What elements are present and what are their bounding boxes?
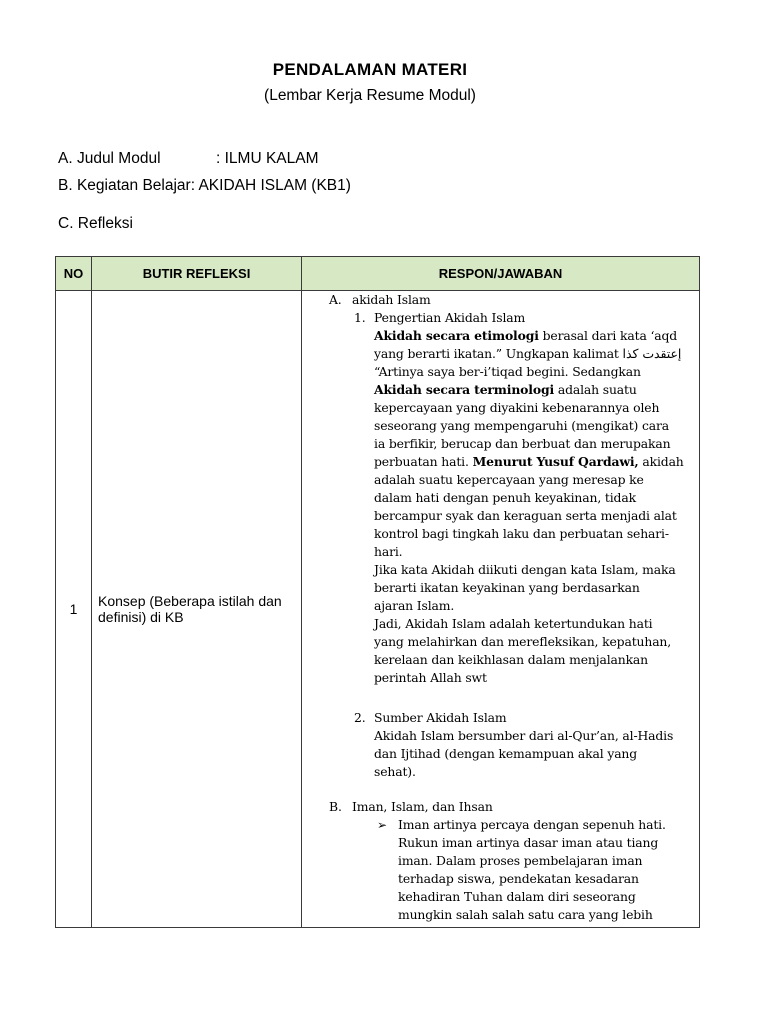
line-text: Jadi, Akidah Islam adalah ketertundukan hati <box>374 616 653 631</box>
line-text: seseorang yang mempengaruhi (mengikat) cara <box>374 418 670 433</box>
section-a-marker: A. <box>329 292 342 307</box>
yusuf-qardawi-term: Menurut Yusuf Qardawi, <box>472 454 639 469</box>
line-text: ia berfikir, berucap dan berbuat dan merupakan <box>374 436 671 451</box>
reflection-table <box>55 256 700 928</box>
response-line: Rukun iman artinya dasar iman atau tiang <box>398 835 659 850</box>
response-line: Iman artinya percaya dengan sepenuh hati. <box>398 817 666 832</box>
reflection-heading: C. Refleksi <box>58 215 133 232</box>
line-text: bercampur syak dan keraguan serta menjadi alat <box>374 508 677 523</box>
item-1-marker: 1. <box>354 310 366 325</box>
header-response: RESPON/JAWABAN <box>302 257 700 291</box>
response-line <box>374 543 402 561</box>
section-b-title: Iman, Islam, dan Ihsan <box>352 799 493 814</box>
module-title-label: A. Judul Modul <box>58 150 161 167</box>
item-2-marker: 2. <box>354 710 366 725</box>
response-line: iman. Dalam proses pembelajaran iman <box>398 853 643 868</box>
line-text: “Artinya saya ber-i’tiqad begini. Sedangkan <box>374 364 641 379</box>
line-text: hari. <box>374 544 403 559</box>
line-text: kerelaan dan keikhlasan dalam menjalankan <box>374 652 649 667</box>
table-row <box>56 291 700 928</box>
response-line <box>374 435 670 453</box>
response-line <box>374 471 644 489</box>
header-item: BUTIR REFLEKSI <box>92 257 302 291</box>
arrow-bullet-icon: ➢ <box>377 818 387 832</box>
item-2-title: Sumber Akidah Islam <box>374 710 507 725</box>
module-title-line <box>58 150 319 168</box>
page-title: PENDALAMAN MATERI <box>272 60 468 79</box>
row-number: 1 <box>56 291 92 928</box>
response-line: terhadap siswa, pendekatan kesadaran <box>398 871 639 886</box>
learning-activity-label: B. Kegiatan Belajar <box>58 177 191 194</box>
module-title-value: : ILMU KALAM <box>216 150 319 167</box>
line-text: dalam hati dengan penuh keyakinan, tidak <box>374 490 636 505</box>
response-line <box>374 453 684 471</box>
section-a-title: akidah Islam <box>352 292 431 307</box>
learning-activity-line <box>58 177 351 195</box>
line-text: yang berarti ikatan.” Ungkapan kalimat إعتقدت كذا <box>374 346 682 361</box>
response-line <box>374 579 640 597</box>
response-line <box>374 633 671 651</box>
line-text: adalah suatu <box>554 382 637 397</box>
response-line: mungkin salah salah satu cara yang lebih <box>398 907 653 922</box>
response-line <box>374 525 669 543</box>
response-line <box>374 381 637 399</box>
line-text: Jika kata Akidah diikuti dengan kata Islam, maka <box>374 562 676 577</box>
response-line: sehat). <box>374 764 416 779</box>
line-text: perbuatan hati. <box>374 454 473 469</box>
response-line <box>374 597 454 615</box>
bold-term: Akidah secara terminologi <box>374 382 555 397</box>
row-item: Konsep (Beberapa istilah dan definisi) di KB <box>92 291 302 928</box>
response-line <box>374 507 677 525</box>
item-1-title: Pengertian Akidah Islam <box>374 310 526 325</box>
response-line <box>374 327 677 345</box>
line-text: kepercayaan yang diyakini kebenarannya oleh <box>374 400 660 415</box>
table-header-row <box>56 257 700 291</box>
response-line <box>374 345 681 363</box>
learning-activity-value: : AKIDAH ISLAM (KB1) <box>190 177 351 194</box>
line-text: ajaran Islam. <box>374 598 455 613</box>
response-line <box>374 417 669 435</box>
row-response <box>302 291 700 928</box>
header-no: NO <box>56 257 92 291</box>
response-line: kehadiran Tuhan dalam diri seseorang <box>398 889 636 904</box>
response-line <box>374 363 641 381</box>
line-text: perintah Allah swt <box>374 670 487 685</box>
response-line <box>374 615 653 633</box>
response-line <box>374 561 676 579</box>
response-line <box>374 669 487 687</box>
line-text: kontrol bagi tingkah laku dan perbuatan sehari- <box>374 526 669 541</box>
line-text: adalah suatu kepercayaan yang meresap ke <box>374 472 644 487</box>
response-content <box>302 291 699 927</box>
line-text: berasal dari kata ‘aqd <box>538 328 678 343</box>
response-line: Akidah Islam bersumber dari al-Qur’an, al-Hadis <box>374 728 674 743</box>
response-line <box>374 489 636 507</box>
bold-term: Akidah secara etimologi <box>374 328 539 343</box>
section-b-marker: B. <box>329 799 342 814</box>
response-line <box>374 651 648 669</box>
page-subtitle: (Lembar Kerja Resume Modul) <box>264 87 476 104</box>
line-text: yang melahirkan dan merefleksikan, kepatuhan, <box>374 634 672 649</box>
line-text: akidah <box>638 454 684 469</box>
line-text: berarti ikatan keyakinan yang berdasarkan <box>374 580 640 595</box>
response-line: dan Ijtihad (dengan kemampuan akal yang <box>374 746 638 761</box>
response-line <box>374 399 659 417</box>
